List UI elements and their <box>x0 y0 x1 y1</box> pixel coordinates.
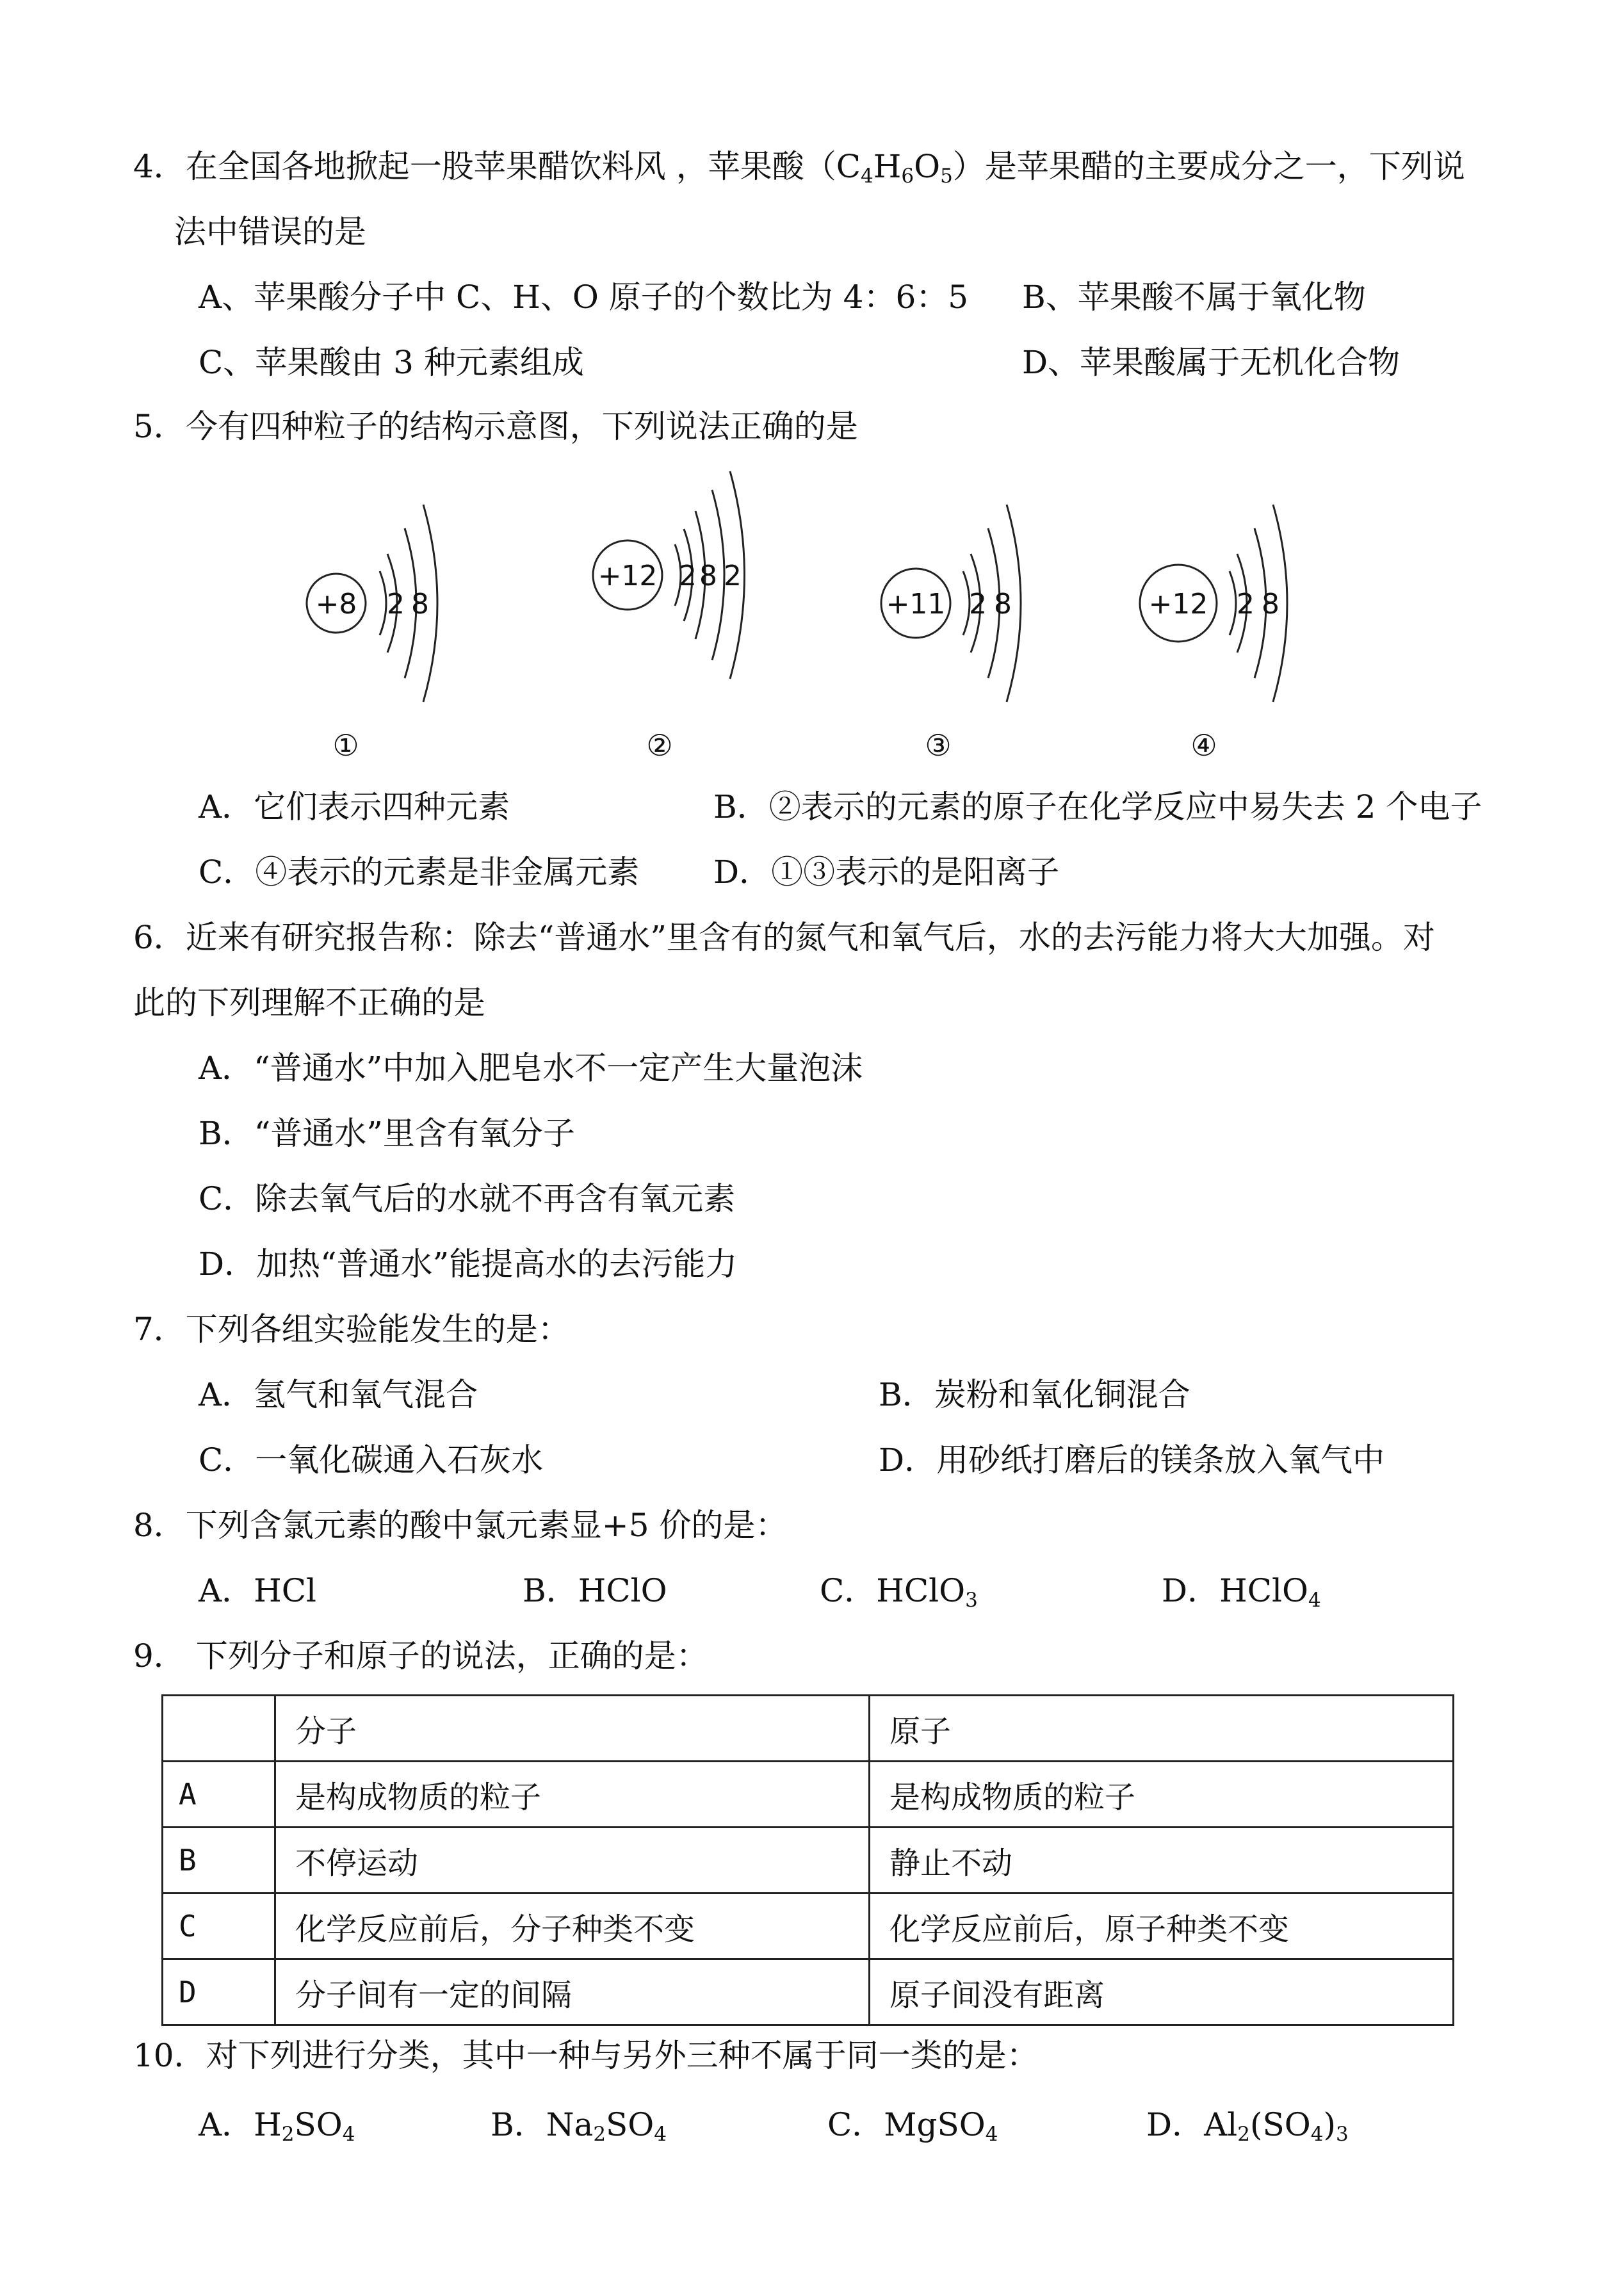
q8-option-d <box>1162 1570 1321 1621</box>
atom2-shell1: 2 <box>679 560 697 592</box>
atom3-shell2: 8 <box>994 588 1012 620</box>
q7-option-b: B．炭粉和氧化铜混合 <box>879 1376 1190 1413</box>
q10-option-a-formula: $H_2SO_4$ <box>254 2106 355 2146</box>
atom4-label: ④ <box>1190 728 1217 763</box>
table-row <box>163 1959 1454 2025</box>
table-cell: A <box>163 1762 275 1828</box>
table-row <box>163 1894 1454 1959</box>
q8-option-a-formula: HCl <box>254 1572 316 1609</box>
q10-option-b-formula: $Na_2SO_4$ <box>546 2106 667 2146</box>
q4-option-c: C、苹果酸由 3 种元素组成 <box>199 344 584 381</box>
q4-stem-prefix: 4．在全国各地掀起一股苹果醋饮料风 ，苹果酸（ <box>133 148 836 185</box>
table-cell: C <box>163 1894 275 1959</box>
atom-structure-diagrams <box>256 461 1313 781</box>
atom2-label: ② <box>646 728 673 763</box>
q4-option-a: A、苹果酸分子中 C、H、O 原子的个数比为 4：6：5 <box>199 279 969 316</box>
q8-option-a <box>199 1570 316 1611</box>
q6-stem-line1: 6．近来有研究报告称：除去“普通水”里含有的氮气和氧气后，水的去污能力将大大加强。对 <box>133 919 1435 956</box>
table-cell: 是构成物质的粒子 <box>275 1762 870 1828</box>
q4-option-d: D、苹果酸属于无机化合物 <box>1022 344 1401 381</box>
table-header-cell: 原子 <box>870 1696 1454 1762</box>
q6-option-b: B．“普通水”里含有氧分子 <box>199 1115 575 1152</box>
atom1-nucleus: +8 <box>315 588 357 620</box>
q10-option-b-prefix: B． <box>491 2106 546 2143</box>
atom1-shell2: 8 <box>411 588 429 620</box>
atom2-shell2: 8 <box>699 560 717 592</box>
q10-option-a-prefix: A． <box>199 2106 254 2143</box>
table-cell: 化学反应前后，分子种类不变 <box>275 1894 870 1959</box>
q5-option-d: D．①③表示的是阳离子 <box>713 854 1060 891</box>
q9-table <box>161 1694 1454 2026</box>
q7-option-c: C．一氧化碳通入石灰水 <box>199 1441 544 1479</box>
table-header-row <box>163 1696 1454 1762</box>
q8-option-d-prefix: D． <box>1162 1572 1220 1609</box>
atom3-nucleus: +11 <box>886 588 946 620</box>
q10-option-a <box>199 2104 355 2155</box>
q4-formula: $C_4H_6O_5$ <box>836 148 953 188</box>
q6-option-c: C．除去氧气后的水就不再含有氧元素 <box>199 1180 736 1217</box>
q5-option-c: C．④表示的元素是非金属元素 <box>199 854 640 891</box>
atom1-shell1: 2 <box>387 588 405 620</box>
q10-stem: 10．对下列进行分类，其中一种与另外三种不属于同一类的是： <box>133 2037 1039 2074</box>
q6-option-a: A．“普通水”中加入肥皂水不一定产生大量泡沫 <box>199 1050 863 1087</box>
q8-option-b-formula: HClO <box>578 1572 667 1609</box>
q10-option-b <box>491 2104 667 2155</box>
q4-stem-suffix: ）是苹果醋的主要成分之一，下列说 <box>952 148 1465 185</box>
q7-option-a: A．氢气和氧气混合 <box>199 1376 478 1413</box>
table-cell: 静止不动 <box>870 1828 1454 1894</box>
q10-option-c-formula: MgSO$_4$ <box>884 2106 998 2146</box>
table-row <box>163 1828 1454 1894</box>
table-cell: 不停运动 <box>275 1828 870 1894</box>
q5-option-a: A．它们表示四种元素 <box>199 788 510 825</box>
q8-option-c <box>820 1570 978 1621</box>
q10-option-d-formula: $Al_2(SO_4)_3$ <box>1204 2106 1349 2146</box>
q7-option-d: D．用砂纸打磨后的镁条放入氧气中 <box>879 1441 1385 1479</box>
q8-option-d-formula: HClO$_4$ <box>1219 1572 1321 1612</box>
q8-option-c-prefix: C． <box>820 1572 877 1609</box>
q8-option-a-prefix: A． <box>199 1572 254 1609</box>
atom3-shell1: 2 <box>969 588 987 620</box>
q6-option-d: D．加热“普通水”能提高水的去污能力 <box>199 1245 738 1283</box>
q7-stem: 7．下列各组实验能发生的是： <box>133 1311 570 1348</box>
table-cell: B <box>163 1828 275 1894</box>
q8-stem: 8．下列含氯元素的酸中氯元素显+5 价的是： <box>133 1507 788 1544</box>
q10-option-c <box>827 2104 998 2155</box>
table-cell: 是构成物质的粒子 <box>870 1762 1454 1828</box>
table-row <box>163 1762 1454 1828</box>
q8-option-c-formula: HClO$_3$ <box>876 1572 978 1612</box>
table-cell: 化学反应前后，原子种类不变 <box>870 1894 1454 1959</box>
q8-option-b-prefix: B． <box>523 1572 578 1609</box>
q4-stem-line1 <box>133 146 1465 197</box>
q5-stem: 5．今有四种粒子的结构示意图，下列说法正确的是 <box>133 408 858 445</box>
q4-stem-line2: 法中错误的是 <box>174 213 366 250</box>
table-cell: 原子间没有距离 <box>870 1959 1454 2025</box>
atom4-shell1: 2 <box>1237 588 1255 620</box>
q6-stem-line2: 此的下列理解不正确的是 <box>133 984 485 1021</box>
atom2-shell3: 2 <box>724 560 742 592</box>
table-cell: 分子间有一定的间隔 <box>275 1959 870 2025</box>
q10-option-c-prefix: C． <box>827 2106 884 2143</box>
atom3-label: ③ <box>925 728 952 763</box>
table-header-cell: 分子 <box>275 1696 870 1762</box>
atom2-nucleus: +12 <box>597 560 658 592</box>
atom4-shell2: 8 <box>1262 588 1279 620</box>
q9-stem: 9． 下列分子和原子的说法，正确的是： <box>133 1637 708 1675</box>
q10-option-d-prefix: D． <box>1146 2106 1205 2143</box>
table-cell: D <box>163 1959 275 2025</box>
atom4-nucleus: +12 <box>1148 588 1208 620</box>
q5-option-b: B．②表示的元素的原子在化学反应中易失去 2 个电子 <box>713 788 1482 825</box>
atom1-label: ① <box>332 728 359 763</box>
q10-option-d <box>1146 2104 1349 2155</box>
q4-option-b: B、苹果酸不属于氧化物 <box>1022 279 1366 316</box>
q8-option-b <box>523 1570 667 1611</box>
table-header-cell <box>163 1696 275 1762</box>
